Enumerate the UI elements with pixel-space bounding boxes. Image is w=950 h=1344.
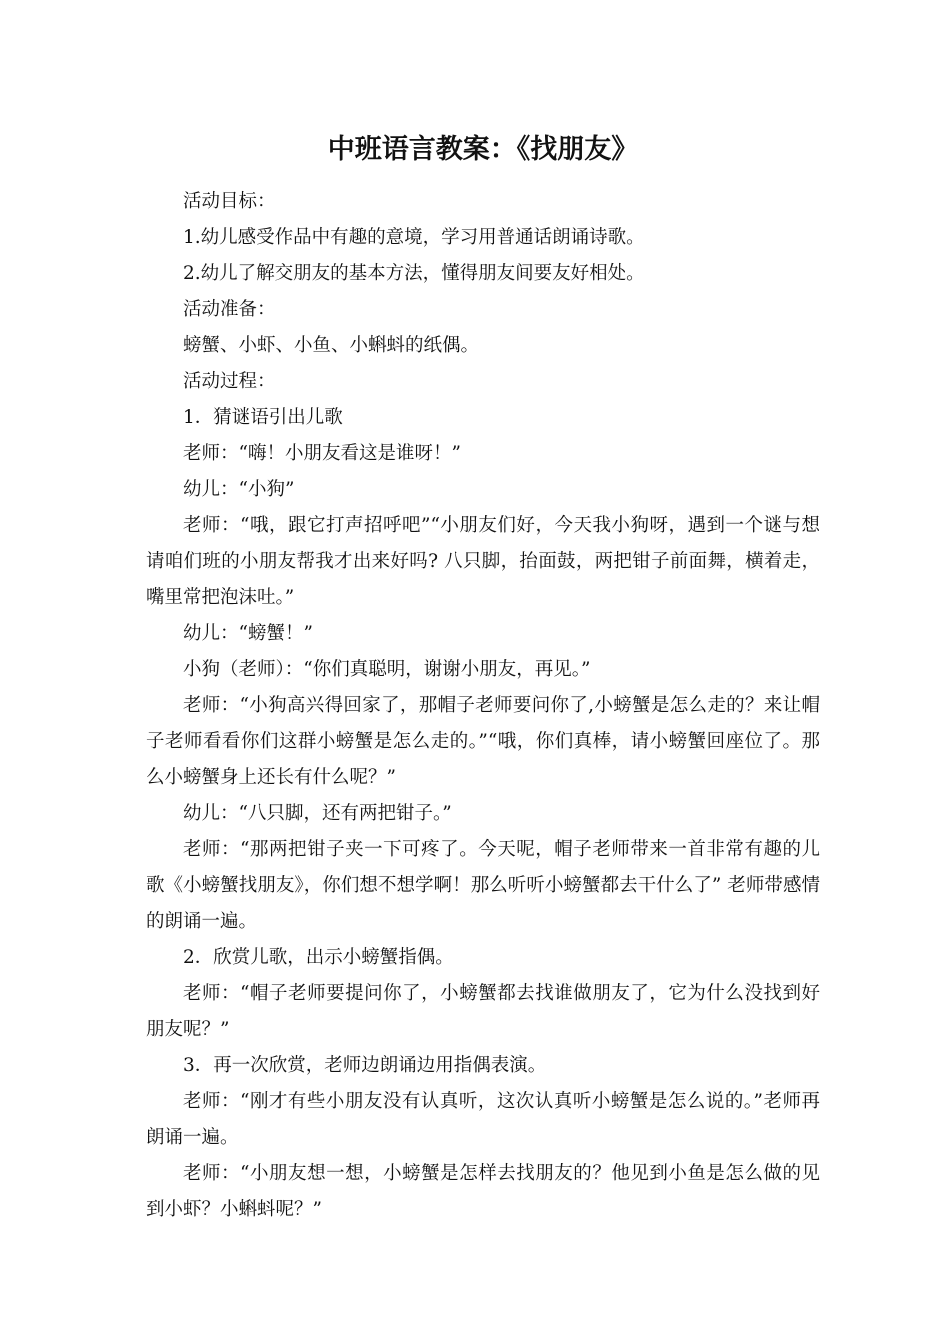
paragraph: 小狗（老师）：“你们真聪明，谢谢小朋友，再见。” [183,659,591,680]
document-title: 中班语言教案：《找朋友》 [327,134,639,165]
paragraph: 老师：“那两把钳子夹一下可疼了。今天呢，帽子老师带来一首非常有趣的儿歌《小螃蟹找朋友》，你们想不想学啊！那么听听小螃蟹都去干什么了” 老师带感情的朗诵一遍。 [146,839,820,932]
paragraph: 老师：“哦，跟它打声招呼吧”“小朋友们好，今天我小狗呀，遇到一个谜与想请咱们班的小朋友帮我才出来好吗? 八只脚，抬面鼓，两把钳子前面舞，横着走，嘴里常把泡沫吐。” [146,515,820,608]
paragraph: 老师：“刚才有些小朋友没有认真听，这次认真听小螃蟹是怎么说的。”老师再朗诵一遍。 [146,1091,820,1148]
paragraph: 老师：“嗨！小朋友看这是谁呀！” [183,443,461,464]
paragraph: 幼儿：“螃蟹！” [183,623,313,644]
paragraph: 活动过程： [183,371,276,392]
paragraph: 幼儿：“小狗” [183,479,295,500]
paragraph: 2．欣赏儿歌，出示小螃蟹指偶。 [183,947,454,968]
paragraph: 3．再一次欣赏，老师边朗诵边用指偶表演。 [183,1055,547,1076]
paragraph: 老师：“小朋友想一想，小螃蟹是怎样去找朋友的？他见到小鱼是怎么做的见到小虾？小蝌蚪呢？” [146,1163,820,1220]
paragraph: 活动目标： [183,191,276,212]
paragraph: 幼儿：“八只脚，还有两把钳子。” [183,803,452,824]
paragraph: 1.幼儿感受作品中有趣的意境，学习用普通话朗诵诗歌。 [183,227,645,248]
document-body [146,184,820,1228]
paragraph: 2.幼儿了解交朋友的基本方法，懂得朋友间要友好相处。 [183,263,645,284]
paragraph: 螃蟹、小虾、小鱼、小蝌蚪的纸偶。 [183,335,480,356]
paragraph: 老师：“帽子老师要提问你了，小螃蟹都去找谁做朋友了，它为什么没找到好朋友呢？” [146,983,820,1040]
paragraph: 老师：“小狗高兴得回家了，那帽子老师要问你了,小螃蟹是怎么走的？来让帽子老师看看你们这群小螃蟹是怎么走的。”“哦，你们真棒，请小螃蟹回座位了。那么小螃蟹身上还长有什么呢？” [146,695,820,788]
paragraph: 1．猜谜语引出儿歌 [183,407,343,428]
paragraph: 活动准备： [183,299,276,320]
